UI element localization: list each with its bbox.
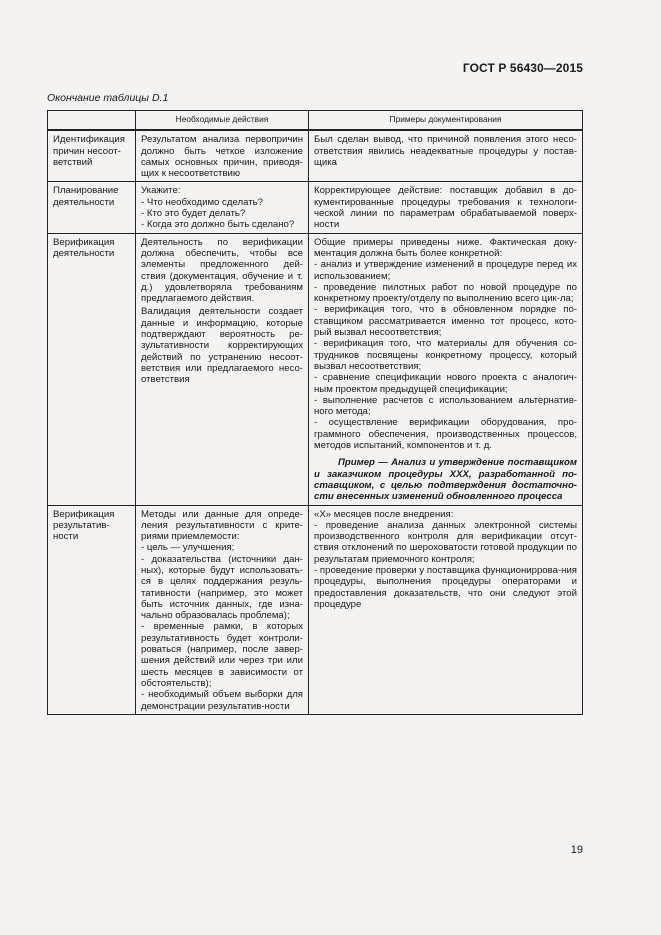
example-text: - проведение пилотных работ по новой процедуре по конкретному проекту/отделу по выполнению всего цик-ла; (314, 281, 577, 305)
example-text: - выполнение расчетов с использованием альтернатив-ного метода; (314, 394, 577, 418)
stage-line: ности (53, 531, 79, 543)
table-row (48, 182, 583, 233)
example-text: - проведение проверки у поставщика функциониррова-ния процедуры, выполнения процедуры операторами и предоставления доказательств, что они следуют этой процедуре (314, 564, 577, 610)
examples-cell (309, 182, 583, 233)
standard-code: ГОСТ Р 56430—2015 (462, 61, 583, 75)
table-row (48, 130, 583, 182)
action-text: Укажите: (141, 185, 181, 197)
example-text: «X» месяцев после внедрения: (314, 508, 454, 520)
action-text: - Кто это будет делать? (141, 208, 246, 220)
table-caption: Окончание таблицы D.1 (47, 92, 169, 104)
action-text: - цель — улучшения; (141, 542, 235, 554)
action-text: - Что необходимо сделать? (141, 196, 263, 208)
actions-cell (136, 233, 309, 505)
stage-line: причин несоот- (53, 145, 121, 157)
action-text: - доказательства (источники дан-ных), которые будут использовать-ся в целях поддержания резуль-тативности (например, это может быть источник данных, где изна-чально образовалась проблема); (141, 553, 303, 622)
examples-cell (309, 130, 583, 182)
action-text: Валидация деятельности создает данные и информацию, которые подтверждают вероятность ре-зультативности корректирующих действий по устранению несоот-ветствия или предлагаемого несо-ответствия (141, 306, 303, 386)
example-text: - осуществление верификации оборудования, про-граммного обеспечения, производственных процессов, методов испытаний, компонентов и т. д. (314, 417, 577, 452)
table-header-row (48, 111, 583, 131)
example-text: - верификация того, что материалы для обучения со-трудников посвящены конкретному процессу, который вызвал несоответствия; (314, 338, 577, 372)
action-text: Методы или данные для опреде-ления результативности с крите-риями приемлемости: (141, 508, 303, 543)
example-text: Был сделан вывод, что причиной появления этого несо-ответствия явились неадекватные процедуры у постав-щика (314, 134, 577, 168)
example-text: - верификация того, что в обновленном порядке по-ставщиком рассматривается именно тот процесс, кото-рый вызвал несоответствия; (314, 304, 577, 339)
stage-line: деятельности (53, 196, 115, 208)
header-stage (48, 111, 136, 131)
page-number: 19 (570, 844, 583, 856)
action-text: - временные рамки, в которых результативность будет контроли-роваться (например, после завер-шения действий или через три или шесть месяцев в зависимости от обстоятельств); (141, 621, 303, 689)
header-actions: Необходимые действия (136, 111, 309, 131)
action-text: Результатом анализа первопричин должно быть четкое изложение самых основных причин, приводя-щих к несоответствию (141, 134, 303, 180)
stage-cell (48, 130, 136, 182)
example-text: - анализ и утверждение изменений в процедуре перед их использованием; (314, 259, 577, 282)
example-text: - сравнение спецификации нового проекта с аналогич-ным проектом предыдущей спецификации; (314, 372, 577, 395)
stage-line: Планирование (53, 185, 119, 197)
example-text: Общие примеры приведены ниже. Фактическая доку-ментация должна быть более конкретной: (314, 236, 577, 259)
stage-cell (48, 505, 136, 714)
table-row (48, 505, 583, 714)
table-row (48, 233, 583, 505)
action-text: Деятельность по верификации должна обеспечить, чтобы все элементы предложенного дей-ствия (документация, обучение и т. д.) удовлетворяла требованиям предлагаемого действия. (141, 236, 303, 305)
action-text: - необходимый объем выборки для демонстрации результатив-ности (141, 689, 303, 712)
stage-cell (48, 182, 136, 233)
stage-line: Идентификация (53, 134, 125, 146)
examples-cell (309, 505, 583, 714)
actions-cell (136, 505, 309, 714)
stage-line: Верификация (53, 236, 115, 248)
stage-line: результатив- (53, 519, 110, 531)
examples-cell (309, 233, 583, 505)
header-examples: Примеры документирования (309, 111, 583, 131)
action-text: - Когда это должно быть сделано? (141, 219, 295, 231)
actions-table (47, 110, 583, 715)
stage-cell (48, 233, 136, 505)
example-note: Пример — Анализ и утверждение поставщиком и заказчиком процедуры XXX, разработанной по-ставщиком, с целью подтверждения достаточно-сти внесенных изменений обновленного процесса (314, 457, 577, 503)
stage-line: Верификация (53, 508, 115, 520)
actions-cell (136, 130, 309, 182)
example-text: Корректирующее действие: поставщик добавил в до-кументированные процедуры требования к технологи-ческой линии по параметрам обрабатываемой поверх-ности (314, 185, 577, 231)
stage-line: деятельности (53, 247, 115, 259)
example-text: - проведение анализа данных электронной системы производственного контроля для верификации отсут-ствия отклонений по шероховатости готовой продукции по результатам приемочного контроля; (314, 519, 577, 565)
actions-cell (136, 182, 309, 233)
stage-line: ветствий (53, 156, 93, 168)
